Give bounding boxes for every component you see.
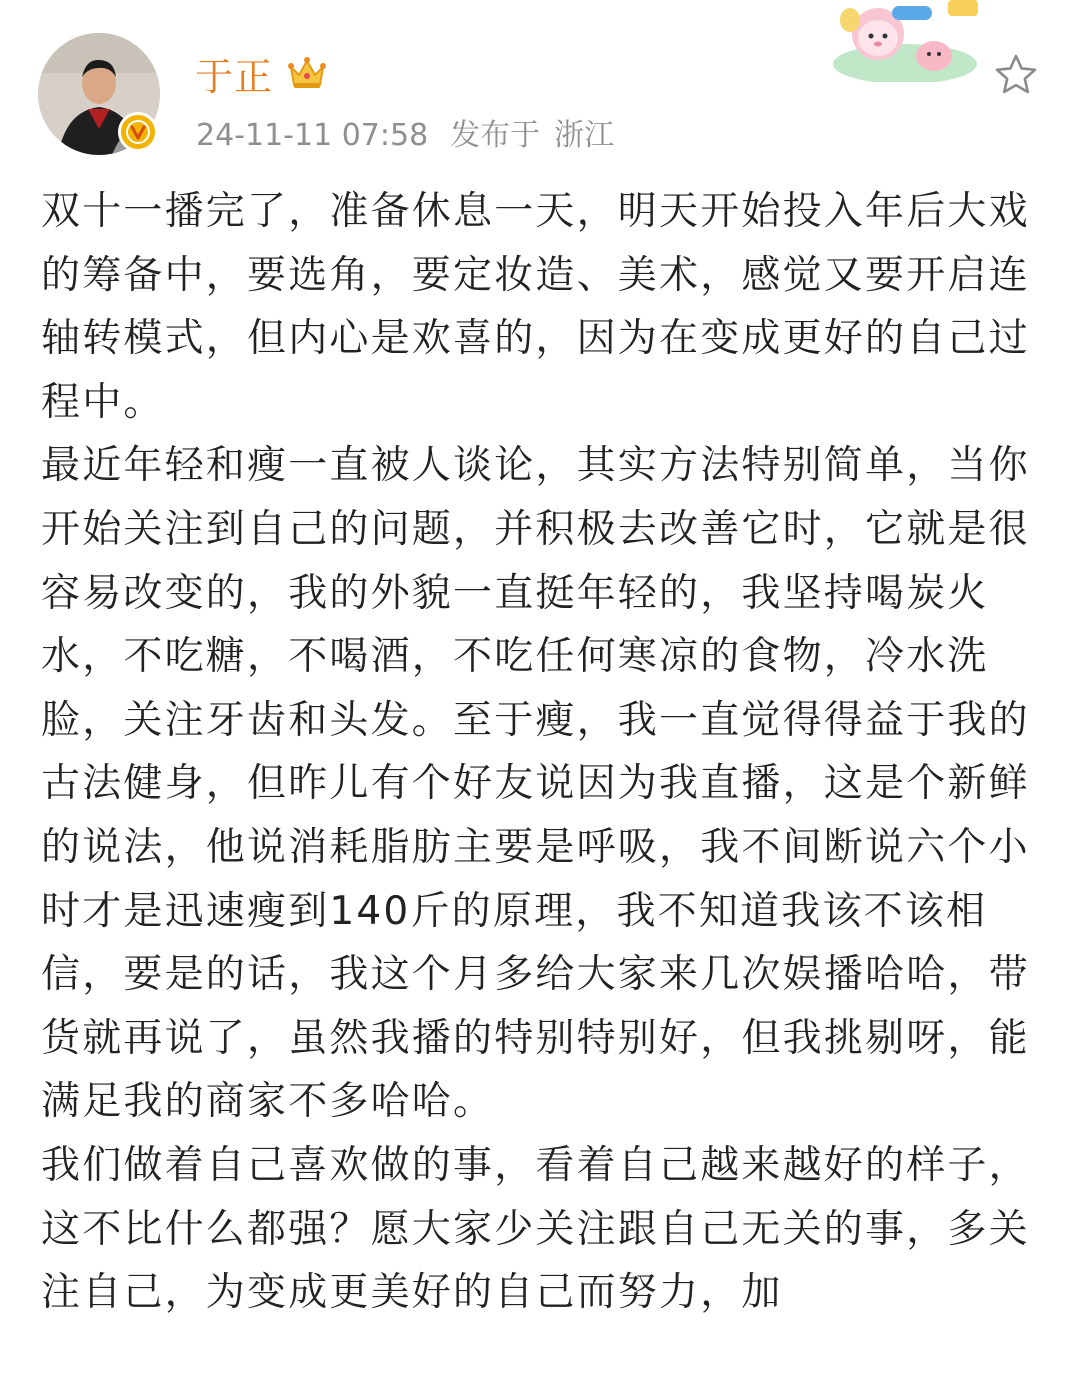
watermark-overlay xyxy=(808,1362,1080,1397)
verified-badge xyxy=(118,112,158,152)
crown-icon xyxy=(287,55,327,91)
verified-v-icon xyxy=(125,119,151,145)
post-paragraph-3: 我们做着自己喜欢做的事，看着自己越来越好的样子，这不比什么都强？愿大家少关注跟自己无关的事，多关注自己，为变成更美好的自己而努力，加 xyxy=(41,1142,1030,1316)
star-outline-icon[interactable] xyxy=(993,52,1039,98)
post-timestamp: 24-11-11 07:58 xyxy=(196,118,429,153)
cartoon-rabbit-sticker-icon xyxy=(830,0,980,82)
post-location: 浙江 xyxy=(554,118,615,153)
post-paragraph-1: 双十一播完了，准备休息一天，明天开始投入年后大戏的筹备中，要选角，要定妆造、美术，感觉又要开启连轴转模式，但内心是欢喜的，因为在变成更好的自己过程中。 xyxy=(41,189,1030,425)
post-meta xyxy=(196,110,614,154)
username-row xyxy=(195,48,327,98)
post-header xyxy=(0,0,1080,170)
post-body xyxy=(41,180,1041,1325)
author-name[interactable]: 于正 xyxy=(195,54,274,99)
post-paragraph-2: 最近年轻和瘦一直被人谈论，其实方法特别简单，当你开始关注到自己的问题，并积极去改善它时，它就是很容易改变的，我的外貌一直挺年轻的，我坚持喝炭火水，不吃糖，不喝酒，不吃任何寒凉的食物，冷水洗脸，关注牙齿和头发。至于瘦，我一直觉得得益于我的古法健身，但昨儿有个好友说因为我直播，这是个新鲜的说法，他说消耗脂肪主要是呼吸，我不间断说六个小时才是迅速瘦到140斤的原理，我不知道我该不该相信，要是的话，我这个月多给大家来几次娱播哈哈，带货就再说了，虽然我播的特别特别好，但我挑剔呀，能满足我的商家不多哈哈。 xyxy=(41,443,1030,1125)
post-source-label: 发布于 xyxy=(450,118,541,153)
